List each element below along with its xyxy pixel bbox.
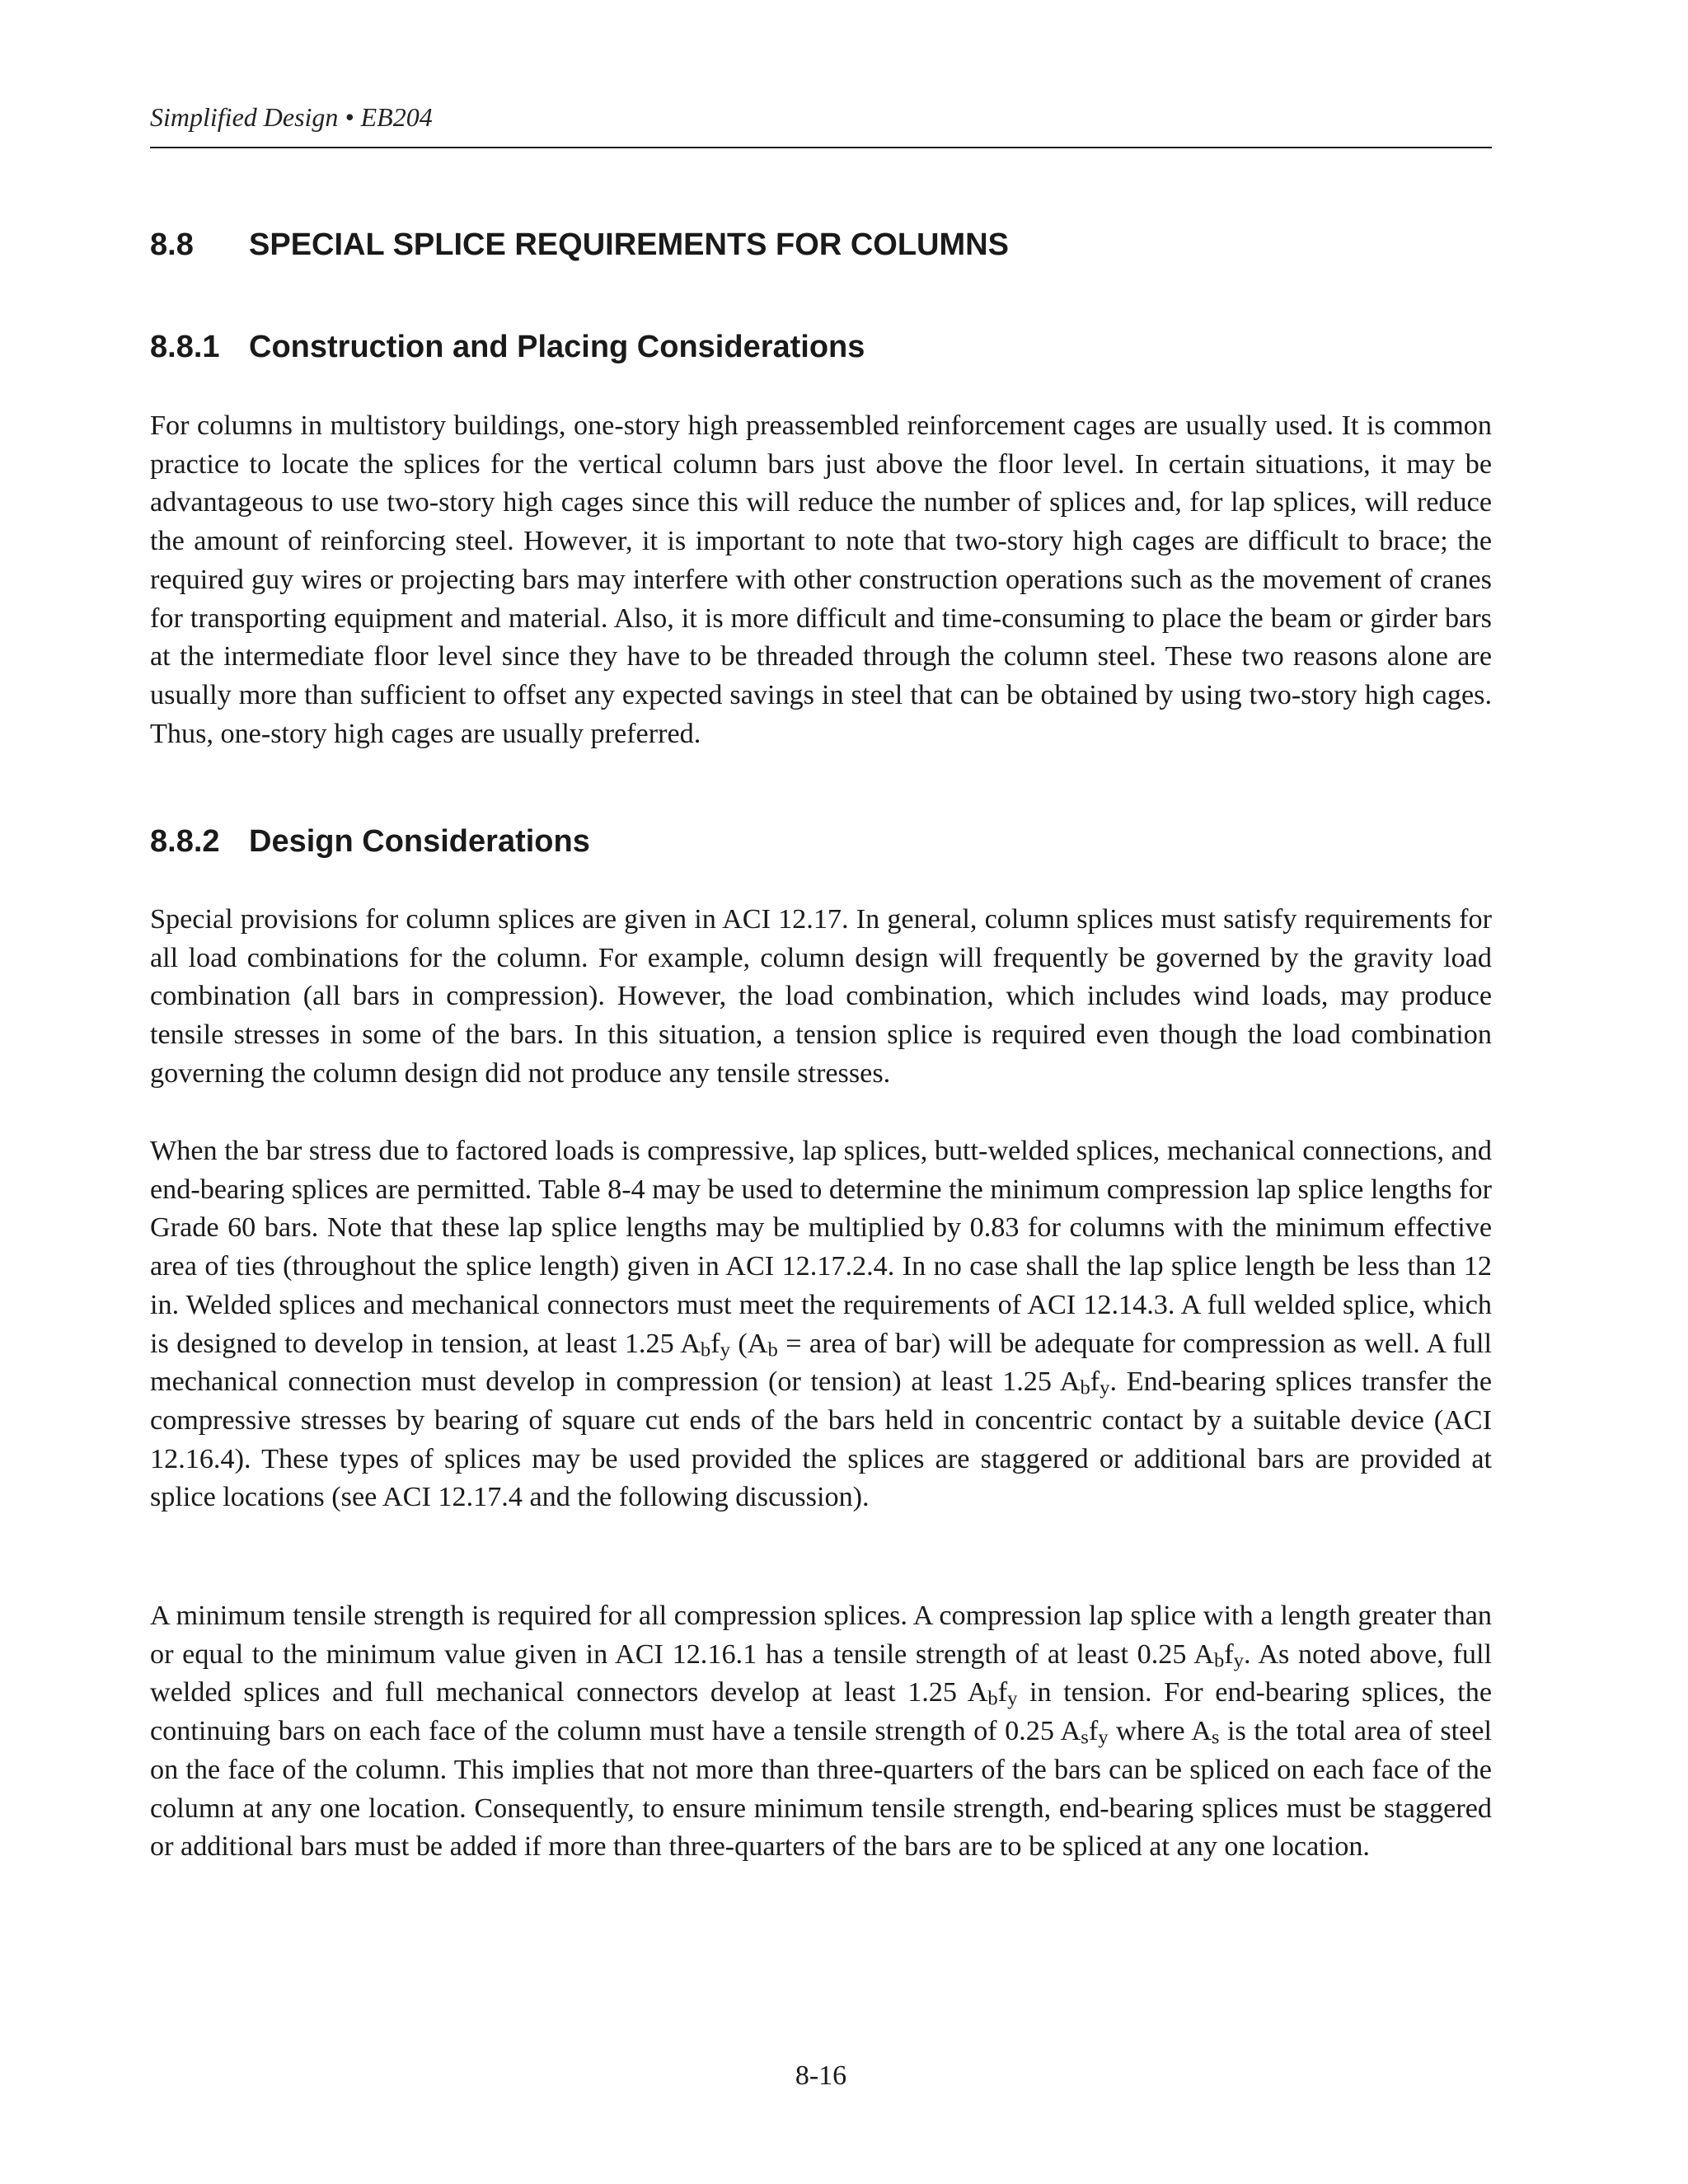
document-page xyxy=(150,0,1492,2184)
text-run: in tension. For end-bearing splices, the continuing bars on each face of the column must have a tensile strength of 0.25 A xyxy=(150,1677,1492,1747)
subscript: b xyxy=(987,1687,998,1710)
text-run: A minimum tensile strength is required for all compression splices. A compression lap splice with a length greater than or equal to the minimum value given in ACI 12.16.1 has a tensile strength of at least 0.25 A xyxy=(150,1601,1492,1670)
header-rule xyxy=(150,147,1492,148)
text-run: . End-bearing splices transfer the compressive stresses by bearing of square cut ends of the bars held in concentric contact by a suitable device (ACI 12.16.4). These types of splices may be used provided the splices are staggered or additional bars are provided at splice locations (see ACI 12.17.4 and the following discussion). xyxy=(150,1366,1492,1513)
subscript: y xyxy=(1098,1726,1109,1749)
text-run: = area of bar) will be adequate for compression as well. A full mechanical connection must develop in compression (or tension) at least 1.25 A xyxy=(150,1328,1493,1398)
subsection-title: Construction and Placing Considerations xyxy=(249,330,865,364)
running-header: Simplified Design • EB204 xyxy=(150,102,433,132)
subsection-heading-construction xyxy=(150,330,865,365)
text-run: (A xyxy=(729,1328,768,1359)
subsection-title: Design Considerations xyxy=(249,824,590,859)
paragraph-tensile-strength xyxy=(150,1597,1492,1867)
subscript: s xyxy=(1081,1726,1089,1749)
subsection-number: 8.8.1 xyxy=(150,330,220,364)
text-run: is the total area of steel on the face of the column. This implies that not more than three-quarters of the bars can be spliced on each face of the column at any one location. Consequently, to ensure minimum tensile strength, end-bearing splices must be staggered or additional bars must be added if more than three-quarters of the bars are to be spliced at any one location. xyxy=(150,1716,1492,1863)
subscript: y xyxy=(1233,1649,1244,1672)
paragraph-compressive-splices xyxy=(150,1132,1492,1517)
text-run: When the bar stress due to factored loads is compressive, lap splices, butt-welded splices, mechanical connections, and end-bearing splices are permitted. Table 8-4 may be used to determine the minimum compression lap splice lengths for Grade 60 bars. Note that these lap splice lengths may be multiplied by 0.83 for columns with the minimum effective area of ties (throughout the splice length) given in ACI 12.17.2.4. In no case shall the lap splice length be less than 12 in. Welded splices and mechanical connectors must meet the requirements of ACI 12.14.3. A full welded splice, which is designed to develop in tension, at least 1.25 A xyxy=(150,1136,1493,1359)
text-run: f xyxy=(1088,1716,1099,1747)
paragraph-special-provisions: Special provisions for column splices are given in ACI 12.17. In general, column splices must satisfy requirements for all load combinations for the column. For example, column design will frequently be governed by the gravity load combination (all bars in compression). However, the load combination, which includes wind loads, may produce tensile stresses in some of the bars. In this situation, a tension splice is required even though the load combination governing the column design did not produce any tensile stresses. xyxy=(150,904,1492,1089)
subscript: y xyxy=(1100,1376,1110,1399)
paragraph-construction: For columns in multistory buildings, one-story high preassembled reinforcement cages are usually used. It is common practice to locate the splices for the vertical column bars just above the floor level. In certain situations, it may be advantageous to use two-story high cages since this will reduce the number of splices and, for lap splices, will reduce the amount of reinforcing steel. However, it is important to note that two-story high cages are difficult to brace; the required guy wires or projecting bars may interfere with other construction operations such as the movement of cranes for transporting equipment and material. Also, it is more difficult and time-consuming to place the beam or girder bars at the intermediate floor level since they have to be threaded through the column steel. These two reasons alone are usually more than sufficient to offset any expected savings in steel that can be obtained by using two-story high cages. Thus, one-story high cages are usually preferred. xyxy=(150,410,1492,749)
text-run: where A xyxy=(1108,1716,1212,1747)
page-number: 8-16 xyxy=(795,2060,847,2091)
text-run: f xyxy=(997,1677,1008,1708)
text-run: f xyxy=(1090,1366,1100,1398)
subscript: y xyxy=(1007,1687,1018,1710)
subscript: y xyxy=(720,1338,730,1361)
section-heading xyxy=(150,227,1009,263)
subscript: s xyxy=(1211,1726,1220,1749)
section-title: SPECIAL SPLICE REQUIREMENTS FOR COLUMNS xyxy=(249,227,1009,262)
text-run: . As noted above, full welded splices and full mechanical connectors develop at least 1.25 A xyxy=(150,1638,1492,1708)
subscript: b xyxy=(767,1338,778,1361)
subscript: b xyxy=(700,1338,711,1361)
subsection-number: 8.8.2 xyxy=(150,824,220,859)
subsection-heading-design xyxy=(150,824,590,860)
text-run: f xyxy=(1224,1638,1234,1670)
subscript: b xyxy=(1080,1376,1090,1399)
text-run: f xyxy=(710,1328,720,1359)
subscript: b xyxy=(1213,1649,1225,1672)
section-number: 8.8 xyxy=(150,227,194,262)
